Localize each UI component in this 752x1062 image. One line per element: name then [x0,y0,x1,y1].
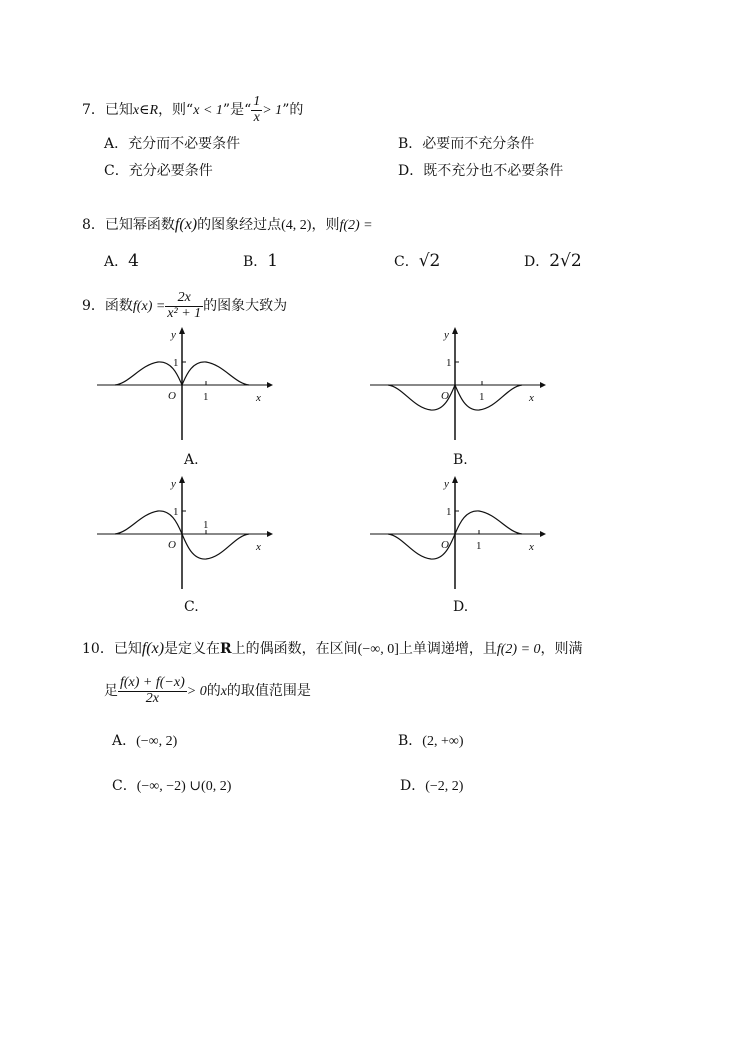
q9-fraction [165,291,203,321]
x-axis-arrow [540,382,546,388]
q7-option-d: D．既不充分也不必要条件 [398,163,564,179]
q10-interval: (−∞, 0] [357,642,399,657]
x-label: x [529,541,534,553]
one-x-label: 1 [479,391,485,403]
q10-line1 [82,638,583,658]
q10-option-a [112,730,177,750]
q10-line2-suffix: 的取值范围是 [226,683,311,699]
q10-fraction [118,676,187,706]
x-axis-arrow [267,531,273,537]
q10-option-d [400,775,463,795]
origin-label: O [168,539,176,551]
q9-stem [82,288,287,325]
q10-func: f(x) [141,640,165,657]
one-x-label: 1 [203,519,209,531]
q10-suffix: ，则满 [540,641,583,657]
y-axis-arrow [179,327,185,334]
q8-mid: 的图象经过点 [197,217,282,233]
q10-option-d-label: D． [400,778,426,794]
q9-graph-a [95,325,275,445]
y-label: y [171,329,176,341]
q8-point: (4, 2) [281,218,312,233]
one-y-label: 1 [173,357,179,369]
q8-option-b-label: B． [243,254,268,270]
q10-mid3: 上单调递增，且 [398,641,497,657]
origin-label: O [441,390,449,402]
y-axis-arrow [179,476,185,483]
q10-option-c-label: C． [112,778,137,794]
q7-frac-den: x [253,109,260,125]
x-label: x [529,392,534,404]
origin-label: O [168,390,176,402]
q10-option-b [398,730,464,750]
q8-option-c-label: C． [394,254,419,270]
q8-option-a-label: A． [104,254,129,270]
q10-line2-mid: 的 [206,683,221,699]
q7-mid2: ”是“ [222,102,252,118]
q9-option-a-label: A. [184,452,199,468]
q10-frac-den: 2x [145,690,159,706]
q7-fraction [251,95,262,125]
q8-mid2: ，则 [311,217,340,233]
q7-prefix: 7．已知 [82,102,133,118]
q8-prefix: 8．已知幂函数 [82,217,175,233]
q8-stem [82,214,373,234]
q7-stem [82,92,303,129]
q7-option-a: A．充分而不必要条件 [104,136,241,152]
q10-line2-prefix: 足 [104,683,118,699]
q8-option-c [394,251,440,271]
q7-mid1: ，则“ [158,102,194,118]
q8-option-a-value: 4 [128,251,139,271]
one-x-label: 1 [476,540,482,552]
q7-suffix: ”的 [282,102,304,118]
x-axis-arrow [267,382,273,388]
x-label: x [256,392,261,404]
q9-graph-d [368,474,548,594]
q7-cond-set: x∈R [132,103,159,118]
q9-option-b-label: B. [453,452,468,468]
q8-option-b [243,251,278,271]
q10-prefix: 10．已知 [82,641,142,657]
y-label: y [444,329,449,341]
q8-option-b-value: 1 [267,251,279,271]
q10-mid2: 上的偶函数，在区间 [231,641,358,657]
y-axis-arrow [452,327,458,334]
q9-option-d-label: D. [453,599,469,615]
x-label: x [256,541,261,553]
q9-graph-b [368,325,548,445]
q8-option-d-label: D． [524,254,550,270]
q7-cond-a: x < 1 [193,103,223,118]
q10-option-c [112,775,231,795]
y-axis-arrow [452,476,458,483]
q8-func: f(x) [174,216,198,233]
x-axis-arrow [540,531,546,537]
y-label: y [444,478,449,490]
q7-cond-b-tail: > 1 [262,103,283,118]
q10-ineq-tail: > 0 [186,684,207,699]
q9-frac-den: x² + 1 [167,305,202,321]
q10-option-b-label: B． [398,733,423,749]
origin-label: O [441,539,449,551]
q7-frac-num: 1 [253,93,261,109]
q10-option-c-value: (−∞, −2) ∪(0, 2) [136,779,232,794]
q7-option-c: C．充分必要条件 [104,163,213,179]
q10-mid: 是定义在 [164,641,221,657]
q10-option-a-value: (−∞, 2) [136,734,178,749]
q10-var: x [220,684,227,699]
q8-option-d [524,251,582,271]
q10-frac-num: f(x) + f(−x) [120,674,185,690]
q8-option-d-value: 2√2 [549,251,582,271]
one-y-label: 1 [173,506,179,518]
q9-suffix: 的图象大致为 [203,298,288,314]
one-y-label: 1 [446,506,452,518]
q10-set-r: R [220,641,232,657]
q8-option-a [104,251,139,271]
q10-option-d-value: (−2, 2) [425,779,464,794]
q8-option-c-value: √2 [418,251,441,271]
one-y-label: 1 [446,357,452,369]
q10-cond: f(2) = 0 [496,642,541,657]
q9-func-lhs: f(x) = [132,299,166,314]
q10-option-a-label: A． [112,733,137,749]
y-label: y [171,478,176,490]
q8-query: f(2) = [339,218,373,233]
q9-frac-num: 2x [165,291,203,307]
q9-option-c-label: C. [184,599,199,615]
q10-line2 [104,672,311,711]
q10-option-b-value: (2, +∞) [422,734,464,749]
q9-graph-c [95,474,275,594]
q7-option-b: B．必要而不充分条件 [398,136,535,152]
one-x-label: 1 [203,391,209,403]
q9-prefix: 9．函数 [82,298,133,314]
